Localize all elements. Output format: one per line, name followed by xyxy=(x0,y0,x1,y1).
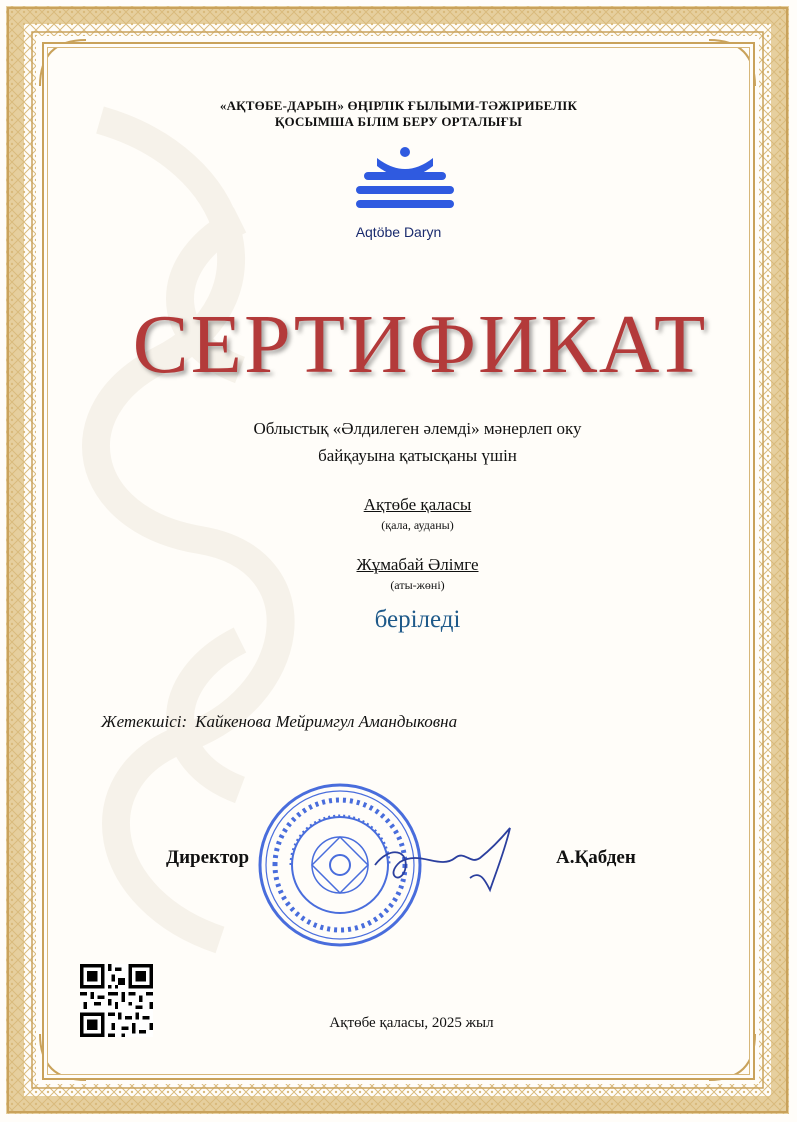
certificate-title: СЕРТИФИКАТ xyxy=(132,298,708,391)
leader-name: Кайкенова Мейримгул Амандыковна xyxy=(195,712,458,731)
logo-text: Aqtöbe Daryn xyxy=(355,224,442,240)
city-field xyxy=(0,495,797,533)
city-hint: (қала, ауданы) xyxy=(381,518,454,532)
aqtobe-daryn-logo xyxy=(350,146,460,216)
reason-line-2: байқауына қатысқаны үшін xyxy=(318,446,517,465)
name-hint: (аты-жөні) xyxy=(390,578,445,592)
organization-line-2: ҚОСЫМША БІЛІМ БЕРУ ОРТАЛЫҒЫ xyxy=(274,114,523,129)
director-name: А.Қабден xyxy=(556,847,636,868)
director-label: Директор xyxy=(166,847,250,868)
leader-line xyxy=(101,712,457,732)
recipient-name: Жұмабай Әлімге xyxy=(356,555,479,574)
name-field xyxy=(0,555,797,593)
organization-line-1: «АҚТӨБЕ-ДАРЫН» ӨҢІРЛІК ҒЫЛЫМИ-ТӘЖІРИБЕЛІК xyxy=(219,98,578,113)
director-signature xyxy=(370,820,530,900)
awarded-text: беріледі xyxy=(374,606,461,633)
leader-label: Жетекшісі: xyxy=(101,712,188,731)
reason-line-1: Облыстық «Әлдилеген әлемді» мәнерлеп оку xyxy=(253,419,582,438)
city-value: Ақтөбе қаласы xyxy=(363,495,472,514)
footer-place-year: Ақтөбе қаласы, 2025 жыл xyxy=(329,1015,494,1031)
